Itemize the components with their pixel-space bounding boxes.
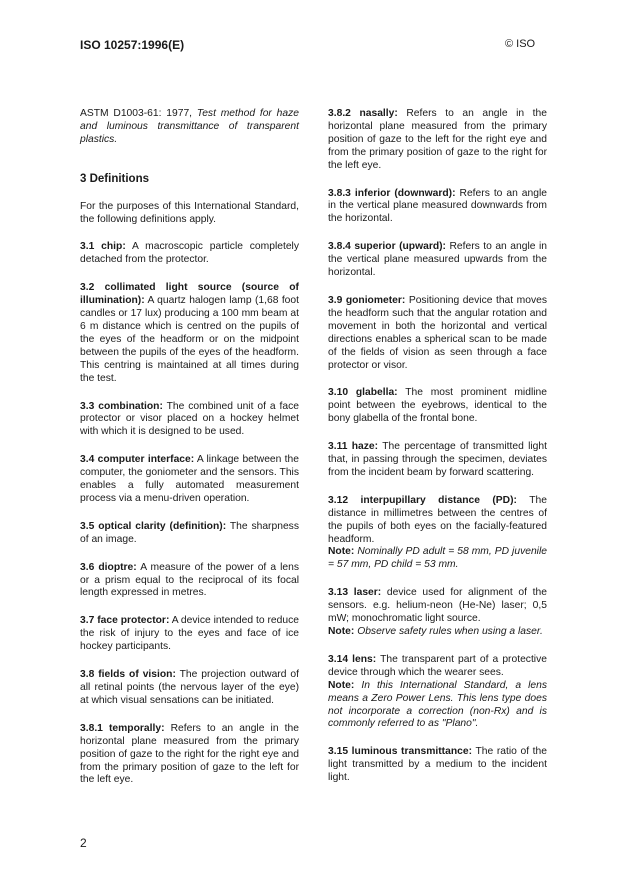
left-column	[80, 108, 299, 802]
definition-number: 3.4	[80, 454, 95, 466]
note-text: In this International Standard, a lens means a Zero Power Lens. This lens type does not incorporate a correction (non-Rx) and is commonly referred to as "Plano".	[328, 679, 547, 730]
definition-3-2	[80, 282, 299, 385]
definition-3-11	[328, 441, 547, 480]
definition-number: 3.8.1	[80, 722, 103, 734]
definition-3-10	[328, 387, 547, 426]
definition-3-12	[328, 495, 547, 572]
definition-text: The ratio of the light transmitted by a medium to the incident light.	[328, 746, 547, 784]
definition-text: The distance in millimetres between the centres of the pupils of both eyes on the facially-featured headform.	[328, 494, 547, 545]
definition-term: glabella:	[355, 387, 398, 399]
definition-term: fields of vision:	[98, 669, 176, 681]
definition-term: laser:	[353, 587, 382, 599]
definition-body	[328, 495, 547, 547]
definition-3-8	[80, 669, 299, 708]
definition-body	[328, 587, 547, 626]
definition-text: The percentage of transmitted light that, in passing through the specimen, deviates from the incident beam by forward scattering.	[328, 441, 547, 478]
definition-text: A device intended to reduce the risk of injury to the eyes and face of ice hockey participants.	[80, 615, 299, 653]
definition-number: 3.15	[328, 746, 349, 758]
definition-term: face protector:	[97, 615, 170, 627]
definition-text: The combined unit of a face protector or visor placed on a hockey helmet with which it is designed to be used.	[80, 400, 299, 438]
definition-number: 3.9	[328, 294, 343, 306]
section-intro: For the purposes of this International Standard, the following definitions apply.	[80, 200, 299, 225]
definition-3-3	[80, 401, 299, 440]
definition-term: dioptre:	[98, 561, 137, 573]
definition-3-8-3	[328, 188, 547, 227]
definition-term: optical clarity (definition):	[98, 520, 227, 532]
definition-number: 3.7	[80, 615, 95, 627]
note-label: Note:	[328, 679, 355, 691]
definition-number: 3.8.2	[328, 108, 351, 119]
reference-title: Test method for haze and luminous transmittance of transparent plastics.	[80, 108, 299, 145]
definition-3-14	[328, 654, 547, 731]
definition-3-5	[80, 521, 299, 547]
definition-note	[328, 546, 547, 572]
definition-3-6	[80, 562, 299, 601]
definition-text: A quartz halogen lamp (1,68 foot candles or 17 lux) producing a 100 mm beam at 6 m distance which is centred on the pupils of the eyes of the headform or on the midpoint between the pupils of the eyes of the headform. This centring is maintained at all times during the test.	[80, 295, 299, 384]
note-text: Observe safety rules when using a laser.	[357, 626, 543, 637]
definition-number: 3.6	[80, 561, 95, 573]
note-label: Note:	[328, 626, 355, 637]
definition-3-4	[80, 454, 299, 506]
definition-term: inferior (downward):	[354, 187, 456, 199]
definition-term: chip:	[101, 241, 126, 253]
definition-term: interpupillary distance (PD):	[360, 494, 517, 506]
definition-3-8-4	[328, 241, 547, 280]
definition-text: device used for alignment of the sensors. e.g. helium-neon (He-Ne) laser; 0,5 mW; monochromatic light source.	[328, 587, 547, 625]
definition-text: The sharpness of an image.	[80, 520, 299, 545]
definition-number: 3.8.4	[328, 241, 351, 253]
definition-body	[328, 654, 547, 680]
definition-3-13	[328, 587, 547, 639]
definition-term: nasally:	[359, 108, 398, 119]
definition-term: computer interface:	[97, 454, 195, 466]
definition-term: collimated light source (source of illumination):	[80, 282, 299, 307]
definition-text: Positioning device that moves the headform such that the angular rotation and movement in both the horizontal and vertical directions enables a spherical scan to be made of the fields of vision as seen through a face protector or visor.	[328, 294, 547, 371]
right-column	[328, 108, 547, 800]
definition-3-15	[328, 746, 547, 785]
definition-text: Refers to an angle in the vertical plane measured downwards from the horizontal.	[328, 187, 547, 225]
definition-text: A linkage between the computer, the goniometer and the sensors. This enables a fully automated measurement process via a menu-driven operation.	[80, 454, 299, 504]
definition-number: 3.2	[80, 282, 95, 294]
definition-term: temporally:	[109, 722, 165, 734]
definition-number: 3.8.3	[328, 187, 351, 199]
definition-note	[328, 680, 547, 732]
definition-text: The most prominent midline point between the eyebrows, identical to the bony glabella of the frontal bone.	[328, 387, 547, 425]
definition-term: superior (upward):	[354, 241, 446, 253]
definition-number: 3.8	[80, 669, 95, 681]
definition-text: Refers to an angle in the horizontal plane measured from the primary position of gaze to the left for the right eye and from the primary position of gaze to the right for the left eye.	[328, 108, 547, 171]
note-text: Nominally PD adult = 58 mm, PD juvenile = 57 mm, PD child = 53 mm.	[328, 546, 547, 571]
page-number: 2	[80, 836, 87, 850]
note-label: Note:	[328, 546, 355, 558]
definition-term: goniometer:	[345, 294, 406, 306]
definition-term: luminous transmittance:	[351, 746, 473, 758]
definition-text: Refers to an angle in the vertical plane measured upwards from the horizontal.	[328, 241, 547, 279]
standard-number: ISO 10257:1996(E)	[80, 38, 185, 52]
definition-3-8-1	[80, 723, 299, 788]
definition-number: 3.1	[80, 241, 95, 253]
definition-number: 3.12	[328, 494, 349, 506]
copyright-mark: © ISO	[505, 38, 536, 50]
definition-term: lens:	[352, 653, 377, 665]
definition-number: 3.11	[328, 441, 348, 453]
section-title: 3 Definitions	[80, 172, 150, 185]
definition-number: 3.14	[328, 653, 349, 665]
definition-text: A measure of the power of a lens or a prism equal to the reciprocal of its focal length expressed in metres.	[80, 561, 299, 599]
definition-number: 3.3	[80, 400, 95, 412]
definition-3-9	[328, 295, 547, 372]
reference-code: ASTM D1003-61: 1977,	[80, 108, 193, 119]
definition-3-1	[80, 241, 299, 267]
definition-term: combination:	[98, 400, 163, 412]
definition-text: The projection outward of all retinal points (the nervous layer of the eye) at which visual sensations can be initiated.	[80, 669, 299, 706]
definition-text: A macroscopic particle completely detached from the protector.	[80, 241, 299, 266]
definition-number: 3.13	[328, 587, 349, 599]
definition-note	[328, 626, 547, 639]
definition-number: 3.10	[328, 387, 349, 399]
definition-3-7	[80, 615, 299, 654]
definition-text: The transparent part of a protective device through which the wearer sees.	[328, 653, 547, 678]
definition-number: 3.5	[80, 520, 95, 532]
normative-reference	[80, 108, 299, 147]
definition-3-8-2	[328, 108, 547, 173]
definition-text: Refers to an angle in the horizontal plane measured from the primary position of gaze to the right for the right eye and from the primary position of gaze to the left for the left eye.	[80, 722, 299, 786]
definition-term: haze:	[351, 441, 379, 453]
